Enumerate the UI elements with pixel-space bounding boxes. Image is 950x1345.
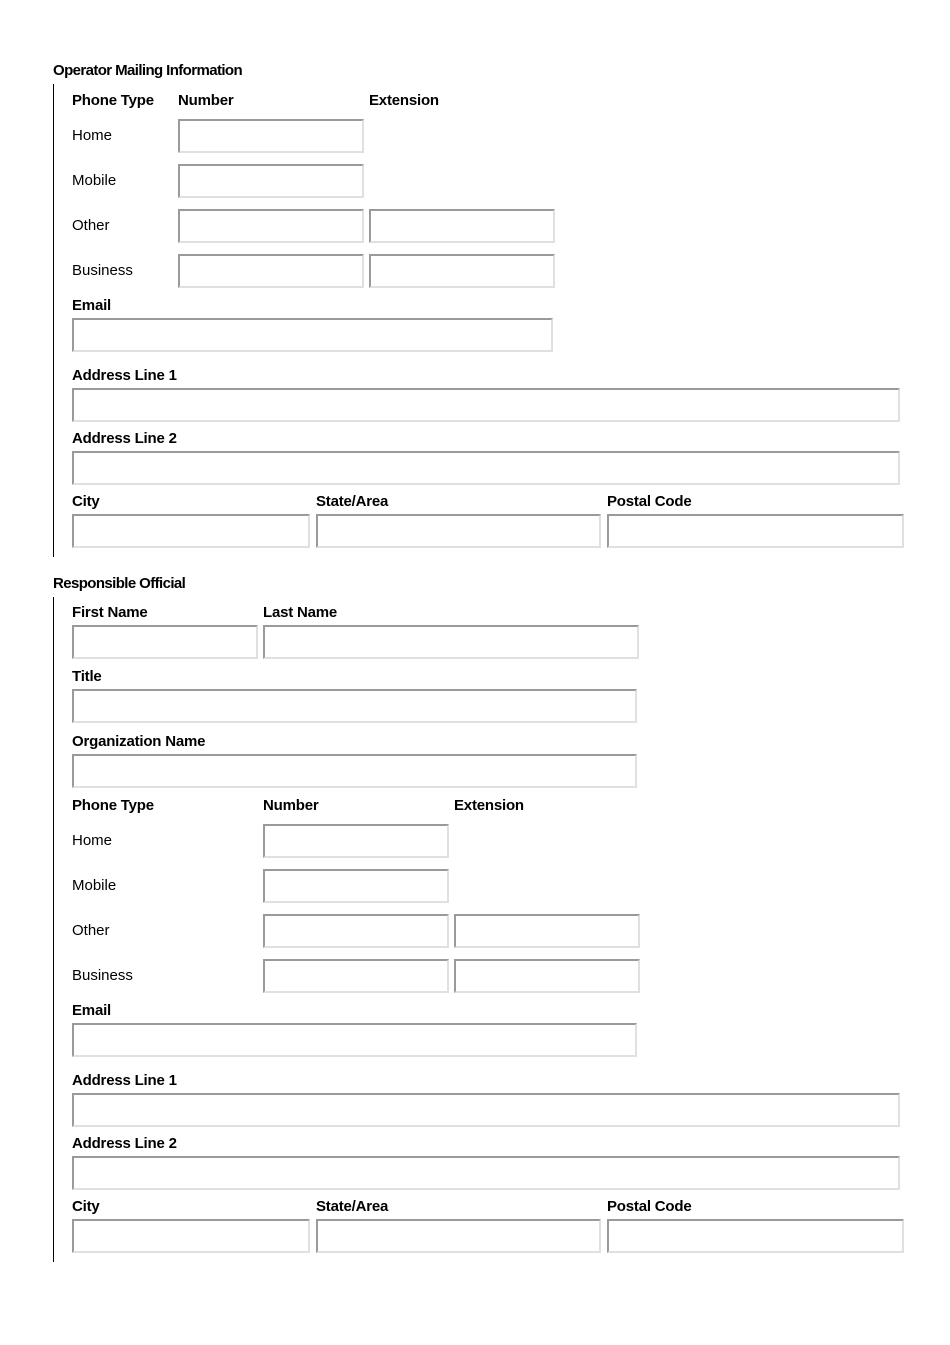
official-extension-header: Extension: [454, 797, 524, 814]
official-title-input[interactable]: [72, 689, 637, 723]
official-address2-input[interactable]: [72, 1156, 900, 1190]
operator-number-header: Number: [178, 92, 234, 109]
operator-section-rule: [53, 84, 54, 557]
operator-mobile-number-input[interactable]: [178, 164, 364, 198]
official-phone-type-home: Home: [72, 832, 113, 849]
operator-section-title: Operator Mailing Information: [53, 62, 243, 79]
operator-city-label: City: [72, 493, 100, 510]
official-title-label: Title: [72, 668, 102, 685]
official-first-name-input[interactable]: [72, 625, 258, 659]
operator-state-input[interactable]: [316, 514, 601, 548]
official-mobile-number-input[interactable]: [263, 869, 449, 903]
operator-phone-type-header: Phone Type: [72, 92, 154, 109]
official-postal-label: Postal Code: [607, 1198, 692, 1215]
operator-phone-type-mobile: Mobile: [72, 172, 117, 189]
official-first-name-label: First Name: [72, 604, 148, 621]
official-address1-input[interactable]: [72, 1093, 900, 1127]
operator-other-number-input[interactable]: [178, 209, 364, 243]
operator-postal-label: Postal Code: [607, 493, 692, 510]
operator-address1-input[interactable]: [72, 388, 900, 422]
official-phone-type-other: Other: [72, 922, 110, 939]
operator-postal-input[interactable]: [607, 514, 904, 548]
operator-state-label: State/Area: [316, 493, 389, 510]
official-other-extension-input[interactable]: [454, 914, 640, 948]
official-phone-type-header: Phone Type: [72, 797, 154, 814]
official-business-extension-input[interactable]: [454, 959, 640, 993]
official-home-number-input[interactable]: [263, 824, 449, 858]
official-number-header: Number: [263, 797, 319, 814]
official-section-title: Responsible Official: [53, 575, 186, 592]
official-address2-label: Address Line 2: [72, 1135, 177, 1152]
operator-other-extension-input[interactable]: [369, 209, 555, 243]
official-email-label: Email: [72, 1002, 112, 1019]
operator-address2-label: Address Line 2: [72, 430, 177, 447]
operator-phone-type-other: Other: [72, 217, 110, 234]
official-postal-input[interactable]: [607, 1219, 904, 1253]
official-last-name-label: Last Name: [263, 604, 338, 621]
official-state-input[interactable]: [316, 1219, 601, 1253]
official-org-input[interactable]: [72, 754, 637, 788]
operator-phone-type-home: Home: [72, 127, 113, 144]
operator-business-extension-input[interactable]: [369, 254, 555, 288]
official-other-number-input[interactable]: [263, 914, 449, 948]
official-address1-label: Address Line 1: [72, 1072, 177, 1089]
operator-city-input[interactable]: [72, 514, 310, 548]
official-org-label: Organization Name: [72, 733, 206, 750]
official-city-input[interactable]: [72, 1219, 310, 1253]
operator-email-input[interactable]: [72, 318, 553, 352]
operator-address2-input[interactable]: [72, 451, 900, 485]
operator-email-label: Email: [72, 297, 112, 314]
operator-address1-label: Address Line 1: [72, 367, 177, 384]
official-last-name-input[interactable]: [263, 625, 639, 659]
official-state-label: State/Area: [316, 1198, 389, 1215]
official-phone-type-mobile: Mobile: [72, 877, 117, 894]
official-business-number-input[interactable]: [263, 959, 449, 993]
operator-home-number-input[interactable]: [178, 119, 364, 153]
official-phone-type-business: Business: [72, 967, 133, 984]
official-email-input[interactable]: [72, 1023, 637, 1057]
operator-extension-header: Extension: [369, 92, 439, 109]
official-city-label: City: [72, 1198, 100, 1215]
official-section-rule: [53, 597, 54, 1262]
operator-phone-type-business: Business: [72, 262, 133, 279]
operator-business-number-input[interactable]: [178, 254, 364, 288]
